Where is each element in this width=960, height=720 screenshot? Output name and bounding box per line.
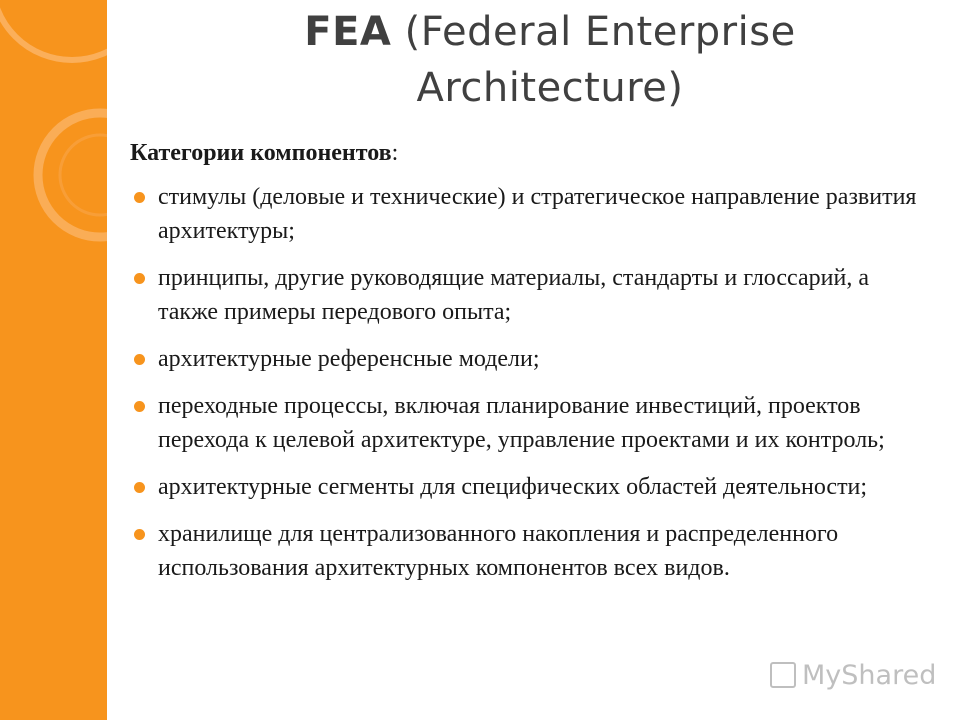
myshared-watermark [770, 660, 936, 690]
list-item [130, 261, 930, 329]
list-item-text: стимулы (деловые и технические) и стратегическое направление развития архитектуры; [158, 184, 917, 244]
heading-colon: : [391, 140, 399, 166]
bullet-icon [134, 401, 145, 412]
list-item [130, 342, 930, 376]
bullet-icon [134, 482, 145, 493]
list-item-text: принципы, другие руководящие материалы, стандарты и глоссарий, а также примеры передового опыта; [158, 265, 869, 325]
orange-side-band [0, 0, 107, 720]
heading-text: Категории компонентов [130, 140, 392, 166]
list-item-text: хранилище для централизованного накопления и распределенного использования архитектурных компонентов всех видов. [158, 521, 839, 581]
slide-title [190, 4, 910, 116]
bullet-icon [134, 529, 145, 540]
decorative-circles [0, 0, 107, 720]
list-item-text: переходные процессы, включая планирование инвестиций, проектов перехода к целевой архитектуре, управление проектами и их контроль; [158, 393, 885, 453]
slide-content [130, 136, 930, 598]
bullet-icon [134, 273, 145, 284]
list-item [130, 470, 930, 504]
list-item-text: архитектурные референсные модели; [158, 346, 540, 372]
list-item [130, 180, 930, 248]
list-item [130, 517, 930, 585]
components-heading [130, 136, 930, 170]
component-list [130, 180, 930, 585]
title-full-name: (Federal Enterprise Architecture) [404, 9, 796, 111]
watermark-text: MyShared [802, 659, 937, 691]
bullet-icon [134, 192, 145, 203]
myshared-logo-icon [770, 662, 796, 688]
bullet-icon [134, 354, 145, 365]
list-item-text: архитектурные сегменты для специфических областей деятельности; [158, 474, 868, 500]
list-item [130, 389, 930, 457]
title-abbreviation: FEA [304, 9, 392, 55]
